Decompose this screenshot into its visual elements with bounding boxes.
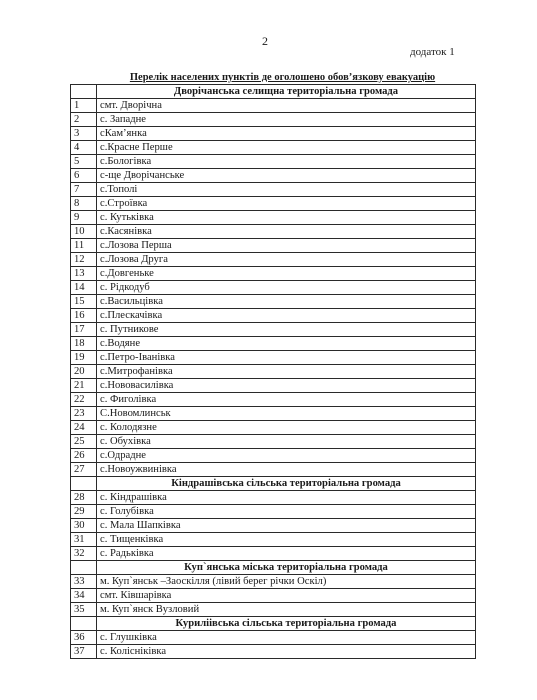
row-number: 37 [71, 645, 97, 659]
settlement-name: с.Бологівка [97, 155, 476, 169]
table-row [71, 603, 476, 617]
row-number: 22 [71, 393, 97, 407]
settlement-name: с. Фиголівка [97, 393, 476, 407]
row-number: 30 [71, 519, 97, 533]
settlement-name: м. Куп`янск Вузловий [97, 603, 476, 617]
settlement-name: с.Петро-Іванівка [97, 351, 476, 365]
row-number: 14 [71, 281, 97, 295]
table-row [71, 407, 476, 421]
row-number: 29 [71, 505, 97, 519]
settlement-name: м. Куп`янськ –Заоскілля (лівий берег річки Оскіл) [97, 575, 476, 589]
table-row [71, 197, 476, 211]
row-number: 27 [71, 463, 97, 477]
row-number: 13 [71, 267, 97, 281]
settlement-name: с. Обухівка [97, 435, 476, 449]
settlement-name: С.Новомлинськ [97, 407, 476, 421]
table-row [71, 155, 476, 169]
section-title: Куриліівська сільська територіальна громада [97, 617, 476, 631]
row-number: 16 [71, 309, 97, 323]
settlements-table [70, 84, 476, 659]
table-row [71, 295, 476, 309]
settlement-name: с-ще Дворічанське [97, 169, 476, 183]
settlement-name: с.Тополі [97, 183, 476, 197]
settlement-name: с.Касянівка [97, 225, 476, 239]
row-number: 5 [71, 155, 97, 169]
table-row [71, 463, 476, 477]
table-row [71, 435, 476, 449]
table-row [71, 631, 476, 645]
row-number: 21 [71, 379, 97, 393]
section-header-row [71, 617, 476, 631]
row-number: 17 [71, 323, 97, 337]
row-number: 9 [71, 211, 97, 225]
settlement-name: с.Плескачівка [97, 309, 476, 323]
settlement-name: с. Колодязне [97, 421, 476, 435]
settlement-name: с. Радьківка [97, 547, 476, 561]
settlement-name: с.Водяне [97, 337, 476, 351]
table-row [71, 281, 476, 295]
document-title: Перелік населених пунктів де оголошено обов’язкову евакуацію [129, 72, 436, 83]
table-row [71, 575, 476, 589]
settlement-name: с.Довгеньке [97, 267, 476, 281]
settlement-name: с. Голубівка [97, 505, 476, 519]
row-number: 4 [71, 141, 97, 155]
row-number: 7 [71, 183, 97, 197]
settlement-name: с. Путникове [97, 323, 476, 337]
settlement-name: с. Колісніківка [97, 645, 476, 659]
row-number: 12 [71, 253, 97, 267]
table-row [71, 99, 476, 113]
table-body [71, 85, 476, 659]
row-number: 32 [71, 547, 97, 561]
annex-label: додаток 1 [410, 46, 455, 58]
settlement-name: смт. Дворічна [97, 99, 476, 113]
settlement-name: с.Лозова Друга [97, 253, 476, 267]
table-row [71, 379, 476, 393]
row-number: 2 [71, 113, 97, 127]
table-row [71, 365, 476, 379]
table-row [71, 169, 476, 183]
row-number: 23 [71, 407, 97, 421]
settlement-name: с. Рідкодуб [97, 281, 476, 295]
row-number: 8 [71, 197, 97, 211]
row-number: 26 [71, 449, 97, 463]
table-row [71, 113, 476, 127]
section-number-cell [71, 617, 97, 631]
table-row [71, 211, 476, 225]
table-row [71, 505, 476, 519]
table-row [71, 253, 476, 267]
row-number: 36 [71, 631, 97, 645]
row-number: 19 [71, 351, 97, 365]
row-number: 28 [71, 491, 97, 505]
row-number: 33 [71, 575, 97, 589]
settlement-name: с.Одрадне [97, 449, 476, 463]
settlement-name: с.Митрофанівка [97, 365, 476, 379]
row-number: 3 [71, 127, 97, 141]
table-row [71, 449, 476, 463]
table-row [71, 267, 476, 281]
table-row [71, 519, 476, 533]
section-number-cell [71, 477, 97, 491]
settlement-name: с. Тищенківка [97, 533, 476, 547]
table-row [71, 351, 476, 365]
table-row [71, 323, 476, 337]
section-title: Дворічанська селищна територіальна громада [97, 85, 476, 99]
table-row [71, 141, 476, 155]
table-row [71, 309, 476, 323]
row-number: 31 [71, 533, 97, 547]
section-title: Куп`янська міська територіальна громада [97, 561, 476, 575]
table-row [71, 421, 476, 435]
table-row [71, 533, 476, 547]
settlement-name: с. Кутьківка [97, 211, 476, 225]
section-header-row [71, 561, 476, 575]
section-number-cell [71, 561, 97, 575]
row-number: 1 [71, 99, 97, 113]
row-number: 10 [71, 225, 97, 239]
row-number: 35 [71, 603, 97, 617]
row-number: 20 [71, 365, 97, 379]
settlement-name: с.Новоужвинівка [97, 463, 476, 477]
table-row [71, 645, 476, 659]
table-row [71, 225, 476, 239]
row-number: 6 [71, 169, 97, 183]
table-row [71, 547, 476, 561]
settlement-name: с. Западне [97, 113, 476, 127]
settlement-name: смт. Ківшарівка [97, 589, 476, 603]
row-number: 24 [71, 421, 97, 435]
settlement-name: с. Глушківка [97, 631, 476, 645]
row-number: 15 [71, 295, 97, 309]
settlement-name: сКам’янка [97, 127, 476, 141]
settlement-name: с.Красне Перше [97, 141, 476, 155]
section-title: Кіндрашівська сільська територіальна громада [97, 477, 476, 491]
row-number: 11 [71, 239, 97, 253]
settlement-name: с.Васильцівка [97, 295, 476, 309]
settlement-name: с. Кіндрашівка [97, 491, 476, 505]
table-row [71, 127, 476, 141]
table-row [71, 589, 476, 603]
row-number: 25 [71, 435, 97, 449]
row-number: 34 [71, 589, 97, 603]
section-number-cell [71, 85, 97, 99]
table-row [71, 491, 476, 505]
table-row [71, 239, 476, 253]
table-row [71, 393, 476, 407]
section-header-row [71, 477, 476, 491]
section-header-row [71, 85, 476, 99]
settlement-name: с.Лозова Перша [97, 239, 476, 253]
settlement-name: с. Мала Шапківка [97, 519, 476, 533]
row-number: 18 [71, 337, 97, 351]
page-number: 2 [262, 34, 268, 48]
table-row [71, 337, 476, 351]
settlement-name: с.Строївка [97, 197, 476, 211]
settlement-name: с.Нововасилівка [97, 379, 476, 393]
table-row [71, 183, 476, 197]
